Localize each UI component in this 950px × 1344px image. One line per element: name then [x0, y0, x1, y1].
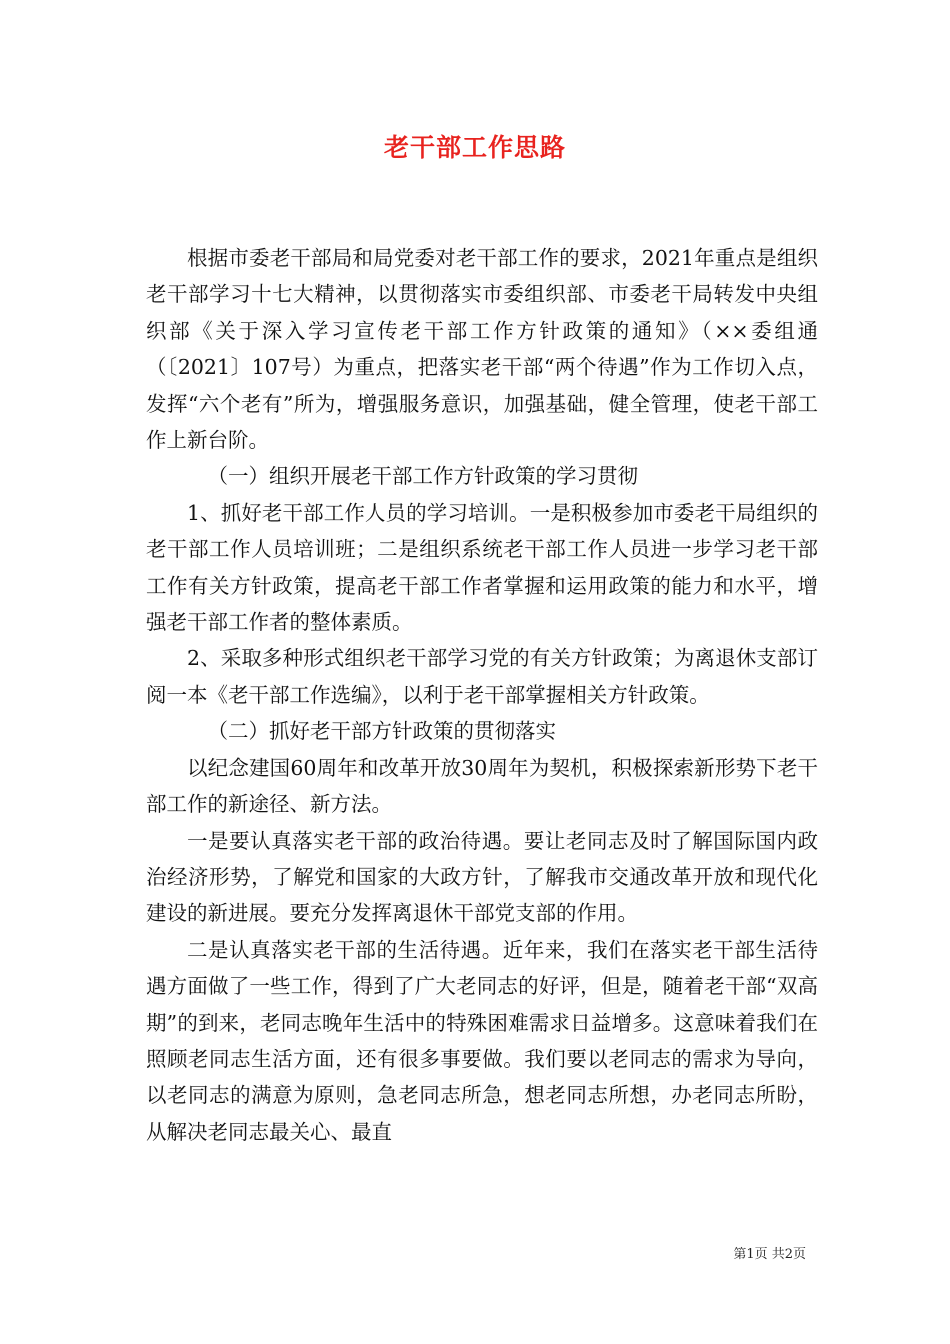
paragraph-political-treatment: 一是要认真落实老干部的政治待遇。要让老同志及时了解国际国内政治经济形势，了解党和国家的大政方针，了解我市交通改革开放和现代化建设的新进展。要充分发挥离退休干部党支部的作用。 [146, 828, 818, 926]
document-body [146, 240, 818, 1150]
paragraph-item-2: 2、采取多种形式组织老干部学习党的有关方针政策；为离退休支部订阅一本《老干部工作选编》，以利于老干部掌握相关方针政策。 [146, 646, 818, 707]
page-number-footer: 第1页 共2页 [733, 1247, 806, 1262]
paragraph-item-1: 1、抓好老干部工作人员的学习培训。一是积极参加市委老干局组织的老干部工作人员培训班；二是组织系统老干部工作人员进一步学习老干部工作有关方针政策，提高老干部工作者掌握和运用政策的能力和水平，增强老干部工作者的整体素质。 [146, 500, 818, 635]
section-heading-1: （一）组织开展老干部工作方针政策的学习贯彻 [207, 464, 638, 489]
section-heading-2: （二）抓好老干部方针政策的贯彻落实 [207, 719, 556, 744]
intro-paragraph: 根据市委老干部局和局党委对老干部工作的要求，2021年重点是组织老干部学习十七大精神，以贯彻落实市委组织部、市委老干局转发中央组织部《关于深入学习宣传老干部工作方针政策的通知》（××委组通（〔2021〕107号）为重点，把落实老干部“两个待遇”作为工作切入点，发挥“六个老有”所为，增强服务意识，加强基础，健全管理，使老干部工作上新台阶。 [146, 246, 818, 453]
page-title: 老干部工作思路 [383, 133, 566, 162]
paragraph-anniversary: 以纪念建国60周年和改革开放30周年为契机，积极探索新形势下老干部工作的新途径、新方法。 [146, 755, 818, 817]
paragraph-living-treatment: 二是认真落实老干部的生活待遇。近年来，我们在落实老干部生活待遇方面做了一些工作，得到了广大老同志的好评，但是，随着老干部“双高期”的到来，老同志晚年生活中的特殊困难需求日益增多。这意味着我们在照顾老同志生活方面，还有很多事要做。我们要以老同志的需求为导向，以老同志的满意为原则，急老同志所急，想老同志所想，办老同志所盼，从解决老同志最关心、最直 [146, 937, 818, 1144]
